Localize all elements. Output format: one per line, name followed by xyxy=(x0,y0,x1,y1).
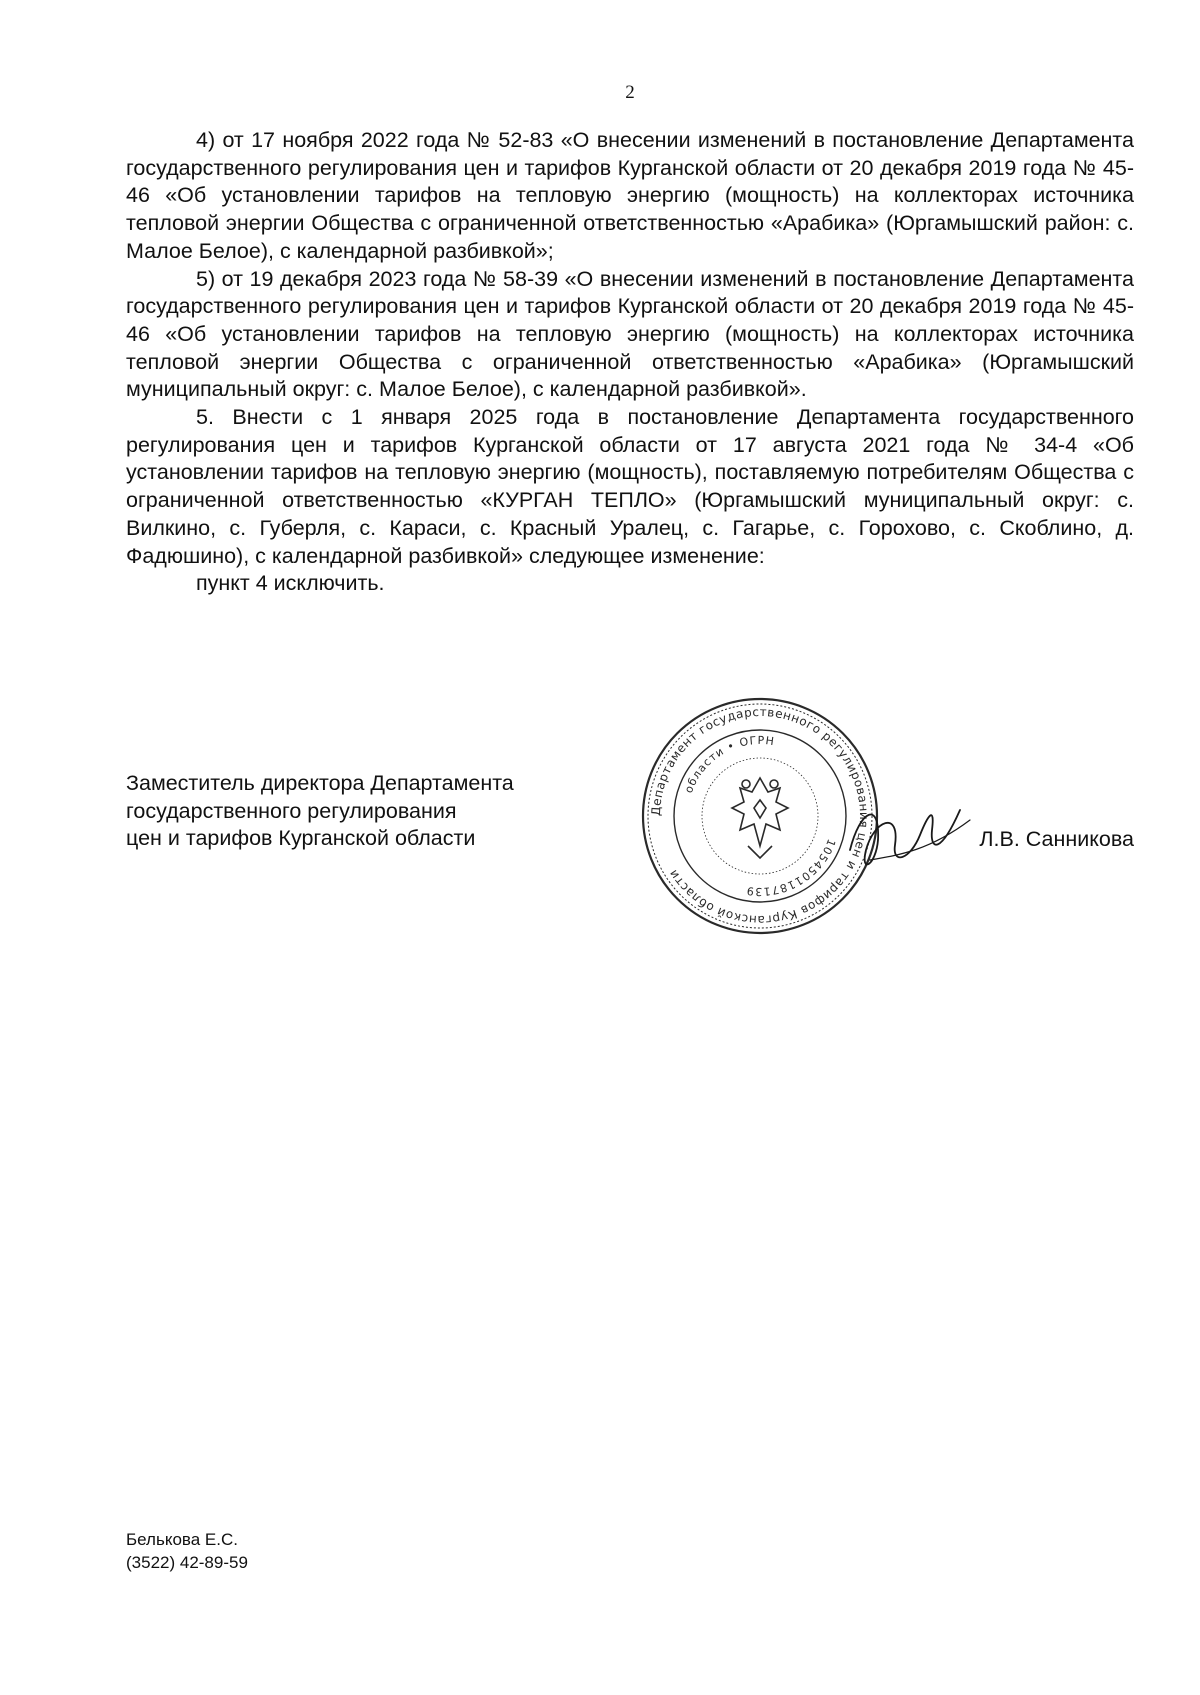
page-number: 2 xyxy=(625,82,635,103)
position-line: цен и тарифов Курганской области xyxy=(126,826,476,851)
executor-name: Белькова Е.С. xyxy=(126,1530,238,1549)
document-body xyxy=(126,127,1134,598)
paragraph-item-4: 4) от 17 ноября 2022 года № 52-83 «О внесении изменений в постановление Департамента государственного регулирования цен и тарифов Курганской области от 20 декабря 2019 года № 45-46 «Об установлении тарифов на тепловую энергию (мощность) на коллекторах источника тепловой энергии Общества с ограниченной ответственностью «Арабика» (Юргамышский район: с. Малое Белое), с календарной разбивкой»; xyxy=(126,128,1134,263)
double-headed-eagle-icon xyxy=(732,778,788,858)
signatory-position xyxy=(126,770,514,853)
paragraph-item-5: 5) от 19 декабря 2023 года № 58-39 «О внесении изменений в постановление Департамента государственного регулирования цен и тарифов Курганской области от 20 декабря 2019 года № 45-46 «Об установлении тарифов на тепловую энергию (мощность) на коллекторах источника тепловой энергии Общества с ограниченной ответственностью «Арабика» (Юргамышский муниципальный округ: с. Малое Белое), с календарной разбивкой». xyxy=(126,266,1134,402)
paragraph-exclude-point-4: пункт 4 исключить. xyxy=(196,571,385,596)
signatory-name: Л.В. Санникова xyxy=(979,827,1134,851)
position-line: государственного регулирования xyxy=(126,798,457,823)
seal-inner-text: области • ОГРН xyxy=(682,733,776,795)
svg-text:области • ОГРН xyxy=(682,734,776,795)
position-line: Заместитель директора Департамента xyxy=(126,771,514,795)
executor-info xyxy=(126,1528,248,1574)
paragraph-point-5: 5. Внести с 1 января 2025 года в постановление Департамента государственного регулирования цен и тарифов Курганской области от 17 августа 2021 года № 34-4 «Об установлении тарифов на тепловую энергию (мощность), поставляемую потребителям Общества с ограниченной ответственностью «КУРГАН ТЕПЛО» (Юргамышский муниципальный округ: с. Вилкино, с. Губерля, с. Караси, с. Красный Уралец, с. Гагарье, с. Горохово, с. Скоблино, д. Фадюшино), с календарной разбивкой» следующее изменение: xyxy=(126,405,1134,568)
seal-ogrn: 1054501187139 xyxy=(745,837,838,899)
seal-outer-text: Департамент государственного регулирования цен и тарифов Курганской области xyxy=(648,704,872,928)
handwritten-signature-icon xyxy=(840,780,980,890)
executor-phone: (3522) 42-89-59 xyxy=(126,1553,248,1572)
